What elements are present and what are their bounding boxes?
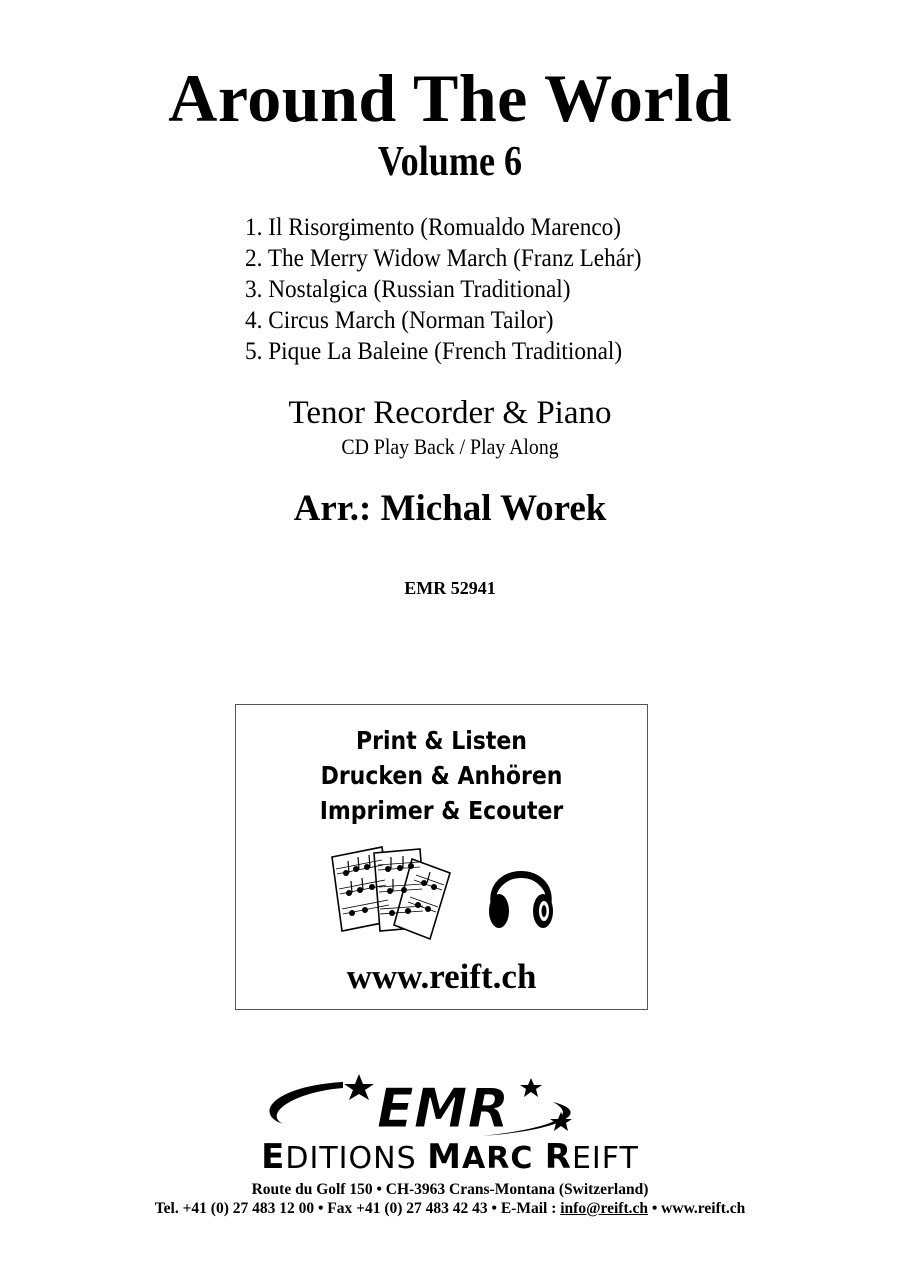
publisher-address: Route du Golf 150 • CH-3963 Crans-Montana (Switzerland)	[251, 1181, 649, 1198]
publisher-word: EIFT	[571, 1141, 639, 1176]
list-item: 1. Il Risorgimento (Romualdo Marenco)	[245, 214, 622, 241]
contact-website: • www.reift.ch	[648, 1200, 746, 1217]
email-link[interactable]: info@reift.ch	[560, 1200, 648, 1217]
publisher-initial: M	[427, 1137, 462, 1177]
track-list	[245, 212, 671, 367]
publisher-word: ARC	[462, 1141, 545, 1176]
instrumentation: Tenor Recorder & Piano	[288, 395, 612, 431]
arranger: Arr.: Michal Worek	[293, 488, 607, 529]
promo-text	[236, 723, 647, 828]
sheet-music-icon	[326, 843, 454, 943]
publisher-initial: R	[544, 1137, 572, 1177]
list-item: 4. Circus March (Norman Tailor)	[245, 307, 554, 334]
publisher-name	[0, 1137, 900, 1177]
list-item: 5. Pique La Baleine (French Traditional)	[245, 338, 623, 365]
promo-line-german: Drucken & Anhören	[320, 761, 563, 790]
catalog-number: EMR 52941	[404, 578, 496, 598]
promo-line-english: Print & Listen	[356, 726, 527, 755]
publisher-initial: E	[261, 1137, 286, 1177]
list-item: 2. The Merry Widow March (Franz Lehár)	[245, 245, 642, 272]
contact-phone-fax: Tel. +41 (0) 27 483 12 00 • Fax +41 (0) 27 483 42 43 • E-Mail :	[154, 1200, 561, 1217]
publisher-word: DITIONS	[285, 1141, 428, 1176]
publisher-contact	[0, 1199, 900, 1219]
emr-logo	[233, 1072, 667, 1142]
volume-subtitle: Volume 6	[377, 139, 523, 185]
cd-note: CD Play Back / Play Along	[341, 434, 559, 459]
headphones-icon	[486, 855, 556, 933]
promo-line-french: Imprimer & Ecouter	[319, 796, 564, 825]
logo-text: EMR	[376, 1077, 510, 1140]
website-link[interactable]: www.reift.ch	[346, 957, 537, 996]
page-title: Around The World	[168, 60, 732, 136]
list-item: 3. Nostalgica (Russian Traditional)	[245, 276, 571, 303]
print-listen-box	[235, 704, 648, 1010]
